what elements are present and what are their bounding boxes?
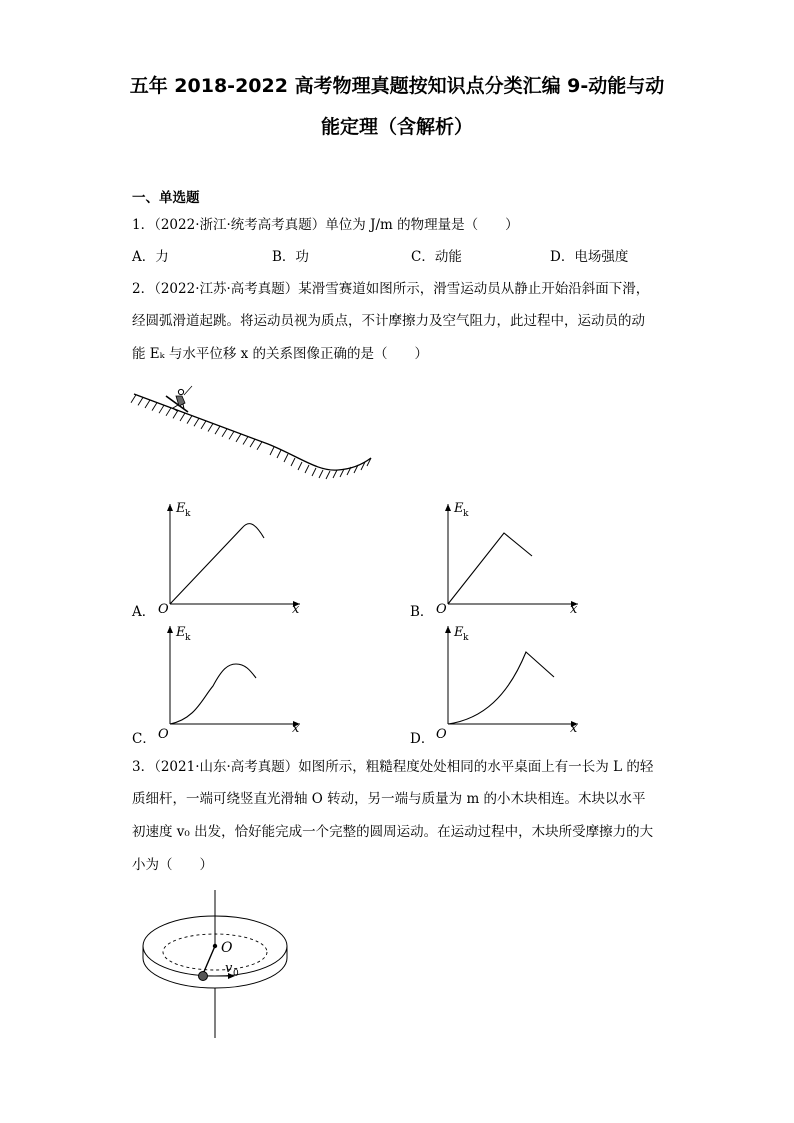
q3-stem-line-2: 质细杆，一端可绕竖直光滑轴 O 转动，另一端与质量为 m 的小木块相连。木块以水平 (132, 791, 646, 807)
svg-text:E: E (454, 501, 464, 516)
svg-text:k: k (463, 509, 469, 519)
graph-d-curve (448, 652, 554, 724)
center-label: O (221, 940, 233, 956)
svg-text:k: k (185, 633, 191, 643)
q1-stem: 1．（2022·浙江·统考高考真题）单位为 J/m 的物理量是（ ） (132, 217, 519, 233)
svg-text:O: O (436, 602, 447, 617)
svg-text:x: x (570, 721, 578, 736)
q3-stem-line-4: 小为（ ） (132, 857, 213, 873)
graph-b (428, 496, 588, 621)
q2-option-b: B． (410, 604, 434, 620)
document-title-line-2: 能定理（含解析） (320, 116, 473, 138)
document-title-line-1: 五年 2018-2022 高考物理真题按知识点分类汇编 9-动能与动 (129, 75, 665, 97)
graph-d (428, 624, 588, 749)
graph-b-curve (448, 533, 532, 604)
section-heading: 一、单选题 (132, 190, 200, 206)
graph-c-curve (170, 664, 256, 724)
svg-text:O: O (436, 727, 447, 742)
svg-text:E: E (176, 625, 186, 640)
rotating-table-figure (135, 888, 305, 1040)
svg-text:0: 0 (233, 969, 239, 979)
q2-stem-line-2: 经圆弧滑道起跳。将运动员视为质点，不计摩擦力及空气阻力，此过程中，运动员的动 (132, 313, 645, 329)
ski-track-figure (128, 378, 378, 493)
velocity-label: v (225, 961, 233, 976)
svg-text:E: E (454, 625, 464, 640)
q2-stem-line-3: 能 Eₖ 与水平位移 x 的关系图像正确的是（ ） (132, 346, 429, 362)
q3-stem-line-3: 初速度 v₀ 出发，恰好能完成一个完整的圆周运动。在运动过程中，木块所受摩擦力的大 (132, 824, 654, 840)
svg-text:O: O (158, 602, 169, 617)
graph-a (150, 496, 310, 621)
q2-stem-line-1: 2．（2022·江苏·高考真题）某滑雪赛道如图所示，滑雪运动员从静止开始沿斜面下滑， (132, 281, 650, 297)
graph-c (150, 624, 310, 749)
q3-stem-line-1: 3．（2021·山东·高考真题）如图所示，粗糙程度处处相同的水平桌面上有一长为 L 的轻 (132, 759, 654, 775)
q1-option-a: A．力 (132, 249, 169, 265)
wood-block (199, 972, 208, 981)
q2-option-c: C． (132, 731, 156, 747)
svg-text:x: x (292, 602, 300, 617)
svg-text:O: O (158, 727, 169, 742)
graph-a-curve (170, 524, 264, 604)
svg-text:x: x (292, 721, 300, 736)
svg-text:x: x (570, 602, 578, 617)
q1-option-b: B．功 (272, 249, 309, 265)
skier-icon (166, 386, 192, 412)
q2-option-a: A． (132, 604, 156, 620)
svg-text:k: k (185, 509, 191, 519)
q1-option-d: D．电场强度 (550, 249, 629, 265)
graph-a-y-label: E (176, 501, 186, 516)
q2-option-d: D． (410, 731, 435, 747)
q1-option-c: C．动能 (411, 249, 462, 265)
svg-text:k: k (463, 633, 469, 643)
